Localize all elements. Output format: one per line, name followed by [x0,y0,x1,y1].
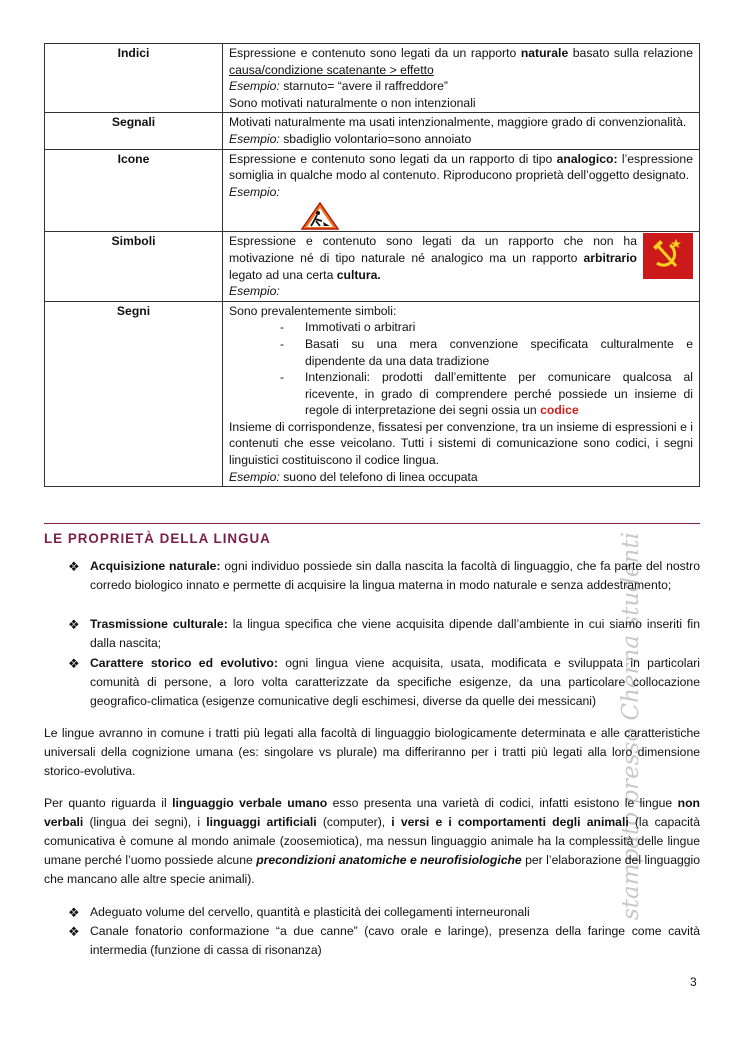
list-item [68,903,700,922]
paragraph: Le lingue avranno in comune i tratti più legati alla facoltà di linguaggio biologicamente determinata e alle caratteristiche universali della cognizione umana (es: singolare vs plurale) ma differiranno per i tratti più legati alla loro dimensione storico-evolutiva. [44,726,700,778]
text: l’espressione somiglia in qualche modo al contenuto. Riproducono proprietà dell’oggetto designato. [229,151,693,183]
underlined-text: causa/condizione scatenante > effetto [229,62,434,77]
text: Motivati naturalmente ma usati intenzionalmente, maggiore grado di convenzionalità. [229,115,687,130]
table-row-segni [45,301,700,487]
bold-italic-term: precondizioni anatomiche e neurofisiologiche [256,853,522,867]
dash-bullet: - [280,336,285,351]
text: (lingua dei segni), i [83,815,207,829]
term-cell: Segnali [45,113,223,149]
bullet-text: Adeguato volume del cervello, quantità e plasticità dei collegamenti interneuronali [90,905,530,919]
bullet-label: Trasmissione culturale: [90,617,228,631]
sign-types-table [44,43,700,487]
list-item [277,336,693,369]
paragraph [44,794,700,889]
list-item [68,922,700,960]
example-text: suono del telefono di linea occupata [279,469,478,484]
bold-term: linguaggio verbale umano [172,796,328,810]
diamond-bullet-icon: ❖ [68,905,80,920]
bold-term: analogico: [556,151,618,166]
text: (computer), [316,815,392,829]
list-item [68,654,700,711]
text: Sono prevalentemente simboli: [229,303,397,318]
list-item [277,319,693,336]
dash-bullet: - [280,320,285,335]
desc-cell [223,301,700,487]
text: Per quanto riguarda il [44,796,173,810]
text: legato ad una certa [229,267,337,282]
text: esso presenta una varietà di codici, infatti esistono le lingue [327,796,678,810]
page-number: 3 [690,975,697,989]
section-divider [44,523,700,524]
text: Sono motivati naturalmente o non intenzionali [229,95,476,110]
example-text: sbadiglio volontario=sono annoiato [279,131,472,146]
section-title: LE PROPRIETÀ DELLA LINGUA [44,531,271,546]
desc-cell [223,113,700,149]
diamond-bullet-icon: ❖ [68,924,80,939]
term-cell: Icone [45,149,223,232]
table-row-simboli [45,232,700,301]
list-item [277,369,693,419]
item-text: Intenzionali: prodotti dall’emittente per comunicare qualcosa al ricevente, in grado di comprendere perché possiede un insieme di regole di interpretazione dei segni ossia un [305,370,693,418]
term-cell: Simboli [45,232,223,301]
text: Insieme di corrispondenze, fissatesi per convenzione, tra un insieme di espressioni e i contenuti che esse veicolano. Tutti i sistemi di comunicazione sono codici, i segni linguistici costituiscono il codice lingua. [229,419,693,468]
term-cell: Indici [45,44,223,113]
text: basato sulla relazione [568,46,693,60]
bullet-label: Carattere storico ed evolutivo: [90,656,278,670]
bold-term: i versi e i comportamenti degli animali [391,815,629,829]
bullet-text: Canale fonatorio conformazione “a due canne” (cavo orale e laringe), presenza della faringe come cavità intermedia (funzione di cassa di risonanza) [90,924,700,957]
bold-term: naturale [520,46,569,60]
bold-term: linguaggi artificiali [206,815,317,829]
item-text: Basati su una mera convenzione specificata culturalmente e dipendente da una data tradizione [305,336,693,368]
example-label: Esempio: [229,79,280,94]
item-text: Immotivati o arbitrari [305,320,416,335]
bold-term: non verbali [44,796,700,829]
diamond-bullet-icon: ❖ [68,656,80,671]
desc-cell [223,44,700,113]
table-row-segnali [45,113,700,149]
properties-list [229,319,693,419]
list-item [68,615,700,653]
bullet-text: la lingua specifica che viene acquisita dipende dall’ambiente in cui siamo inseriti fin dalla nascita; [90,617,700,650]
bullet-label: Acquisizione naturale: [90,559,221,573]
example-text: starnuto= “avere il raffreddore” [279,79,448,94]
roadwork-sign-icon [301,202,339,230]
example-label: Esempio: [229,469,280,484]
desc-cell [223,149,700,232]
table-row-icone [45,149,700,232]
text: (la capacità comunicativa è comune al mondo animale (zoosemiotica), ma nessun linguaggio animale ha la complessità delle lingue umane perché l’uomo possiede alcune [44,815,700,867]
hammer-sickle-flag-icon [643,233,693,279]
example-label: Esempio: [229,284,280,299]
bold-term: arbitrario [583,250,637,265]
example-label: Esempio: [229,131,280,146]
term-cell: Segni [45,301,223,487]
dash-bullet: - [280,370,285,385]
text: per l’elaborazione del linguaggio che mancano alle altre specie animali). [44,853,701,886]
text: Espressione e contenuto sono legati da un rapporto che non ha motivazione né di tipo naturale né analogico ma un rapporto [229,234,637,265]
watermark-text: stampato presso Cherna studenti [618,532,644,920]
codice-term: codice [540,403,579,418]
diamond-bullet-icon: ❖ [68,617,80,632]
text: Espressione e contenuto sono legati da un rapporto di tipo [229,151,557,166]
bullet-text: ogni individuo possiede sin dalla nascita la facoltà di linguaggio, che fa parte del nostro corredo biologico innato e permette di acquisire la lingua materna in modo naturale e senza addestramento; [90,559,700,592]
table-row-indici [45,44,700,113]
example-label: Esempio: [229,184,280,199]
diamond-bullet-icon: ❖ [68,559,80,574]
bullet-text: ogni lingua viene acquisita, usata, modificata e sviluppata in particolari comunità di persone, a loro volta caratterizzate da specifiche esigenze, da una particolare collocazione geografico-climatica (esigenze comunicative degli eschimesi, diverse da quelle dei messicani) [90,656,700,708]
text: Espressione e contenuto sono legati da un rapporto [229,46,521,60]
bold-term: cultura. [336,267,381,282]
desc-cell [223,232,700,301]
list-item [68,557,700,595]
